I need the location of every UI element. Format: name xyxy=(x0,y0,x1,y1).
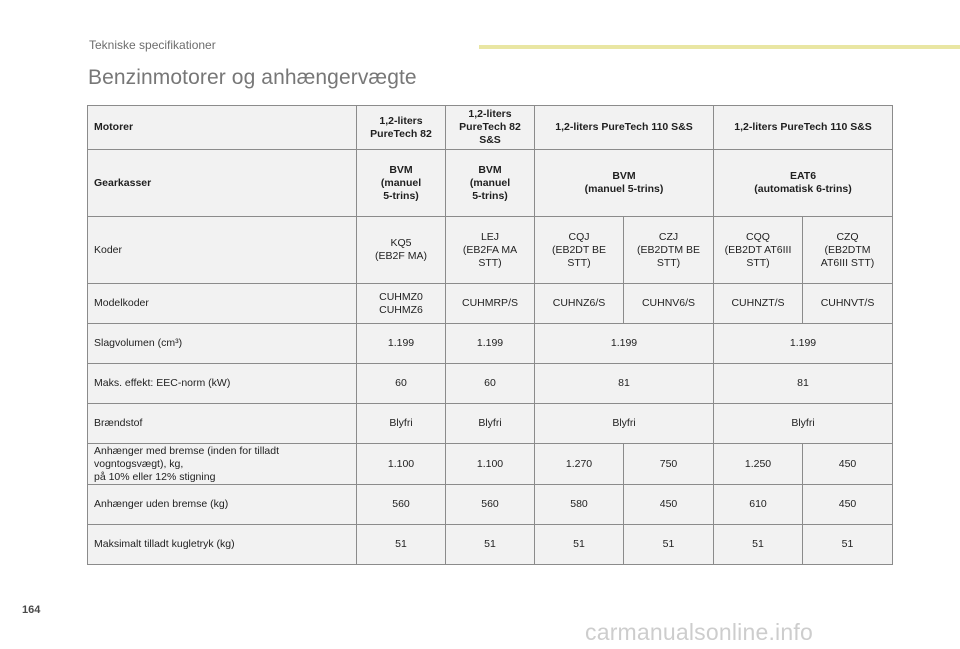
row-label: Slagvolumen (cm³) xyxy=(88,324,357,364)
cell: CQJ (EB2DT BE STT) xyxy=(535,217,624,284)
cell: Blyfri xyxy=(535,404,714,444)
page-number: 164 xyxy=(22,604,41,616)
row-modelkoder xyxy=(88,284,893,324)
row-kugletryk xyxy=(88,525,893,565)
row-motorer xyxy=(88,106,893,150)
row-label: Anhænger uden bremse (kg) xyxy=(88,485,357,525)
cell: 1,2-liters PureTech 82 xyxy=(357,106,446,150)
row-slagvolumen xyxy=(88,324,893,364)
cell: CUHNV6/S xyxy=(624,284,714,324)
cell: 51 xyxy=(446,525,535,565)
cell: 1.100 xyxy=(446,444,535,485)
row-label: Anhænger med bremse (inden for tilladt vogntogsvægt), kg, på 10% eller 12% stigning xyxy=(88,444,357,485)
watermark: carmanualsonline.info xyxy=(585,619,813,645)
cell: CZQ (EB2DTM AT6III STT) xyxy=(803,217,893,284)
cell: 450 xyxy=(803,444,893,485)
cell: LEJ (EB2FA MA STT) xyxy=(446,217,535,284)
accent-bar xyxy=(479,45,960,49)
cell: CUHMZ0 CUHMZ6 xyxy=(357,284,446,324)
section-label: Tekniske specifikationer xyxy=(89,38,216,52)
cell: 1.199 xyxy=(535,324,714,364)
cell: BVM (manuel 5-trins) xyxy=(535,150,714,217)
cell: 610 xyxy=(714,485,803,525)
cell: 560 xyxy=(357,485,446,525)
cell: 60 xyxy=(446,364,535,404)
row-label: Koder xyxy=(88,217,357,284)
cell: 1.199 xyxy=(714,324,893,364)
cell: Blyfri xyxy=(357,404,446,444)
cell: 1.199 xyxy=(446,324,535,364)
cell: Blyfri xyxy=(446,404,535,444)
cell: KQ5 (EB2F MA) xyxy=(357,217,446,284)
row-gearkasser xyxy=(88,150,893,217)
cell: CUHNZT/S xyxy=(714,284,803,324)
cell: 51 xyxy=(357,525,446,565)
page-title: Benzinmotorer og anhængervægte xyxy=(88,66,417,89)
row-anhaenger-bremse xyxy=(88,444,893,485)
cell: Blyfri xyxy=(714,404,893,444)
row-label: Maks. effekt: EEC-norm (kW) xyxy=(88,364,357,404)
cell: 1.199 xyxy=(357,324,446,364)
cell: 81 xyxy=(714,364,893,404)
row-koder xyxy=(88,217,893,284)
cell: 60 xyxy=(357,364,446,404)
row-label: Brændstof xyxy=(88,404,357,444)
cell: CUHNVT/S xyxy=(803,284,893,324)
row-anhaenger-uden-bremse xyxy=(88,485,893,525)
cell: 1,2-liters PureTech 110 S&S xyxy=(535,106,714,150)
cell: 450 xyxy=(803,485,893,525)
cell: CZJ (EB2DTM BE STT) xyxy=(624,217,714,284)
row-braendstof xyxy=(88,404,893,444)
cell: 51 xyxy=(535,525,624,565)
cell: CQQ (EB2DT AT6III STT) xyxy=(714,217,803,284)
row-effekt xyxy=(88,364,893,404)
cell: 750 xyxy=(624,444,714,485)
cell: 1.270 xyxy=(535,444,624,485)
row-label: Gearkasser xyxy=(88,150,357,217)
cell: 81 xyxy=(535,364,714,404)
cell: 1,2-liters PureTech 82 S&S xyxy=(446,106,535,150)
cell: 560 xyxy=(446,485,535,525)
cell: 51 xyxy=(714,525,803,565)
row-label: Maksimalt tilladt kugletryk (kg) xyxy=(88,525,357,565)
cell: 1.100 xyxy=(357,444,446,485)
cell: EAT6 (automatisk 6-trins) xyxy=(714,150,893,217)
cell: CUHMRP/S xyxy=(446,284,535,324)
row-label: Modelkoder xyxy=(88,284,357,324)
cell: 450 xyxy=(624,485,714,525)
cell: BVM (manuel 5-trins) xyxy=(446,150,535,217)
cell: 580 xyxy=(535,485,624,525)
cell: 1.250 xyxy=(714,444,803,485)
cell: 51 xyxy=(624,525,714,565)
cell: 1,2-liters PureTech 110 S&S xyxy=(714,106,893,150)
cell: CUHNZ6/S xyxy=(535,284,624,324)
spec-table xyxy=(87,105,893,565)
cell: BVM (manuel 5-trins) xyxy=(357,150,446,217)
cell: 51 xyxy=(803,525,893,565)
row-label: Motorer xyxy=(88,106,357,150)
